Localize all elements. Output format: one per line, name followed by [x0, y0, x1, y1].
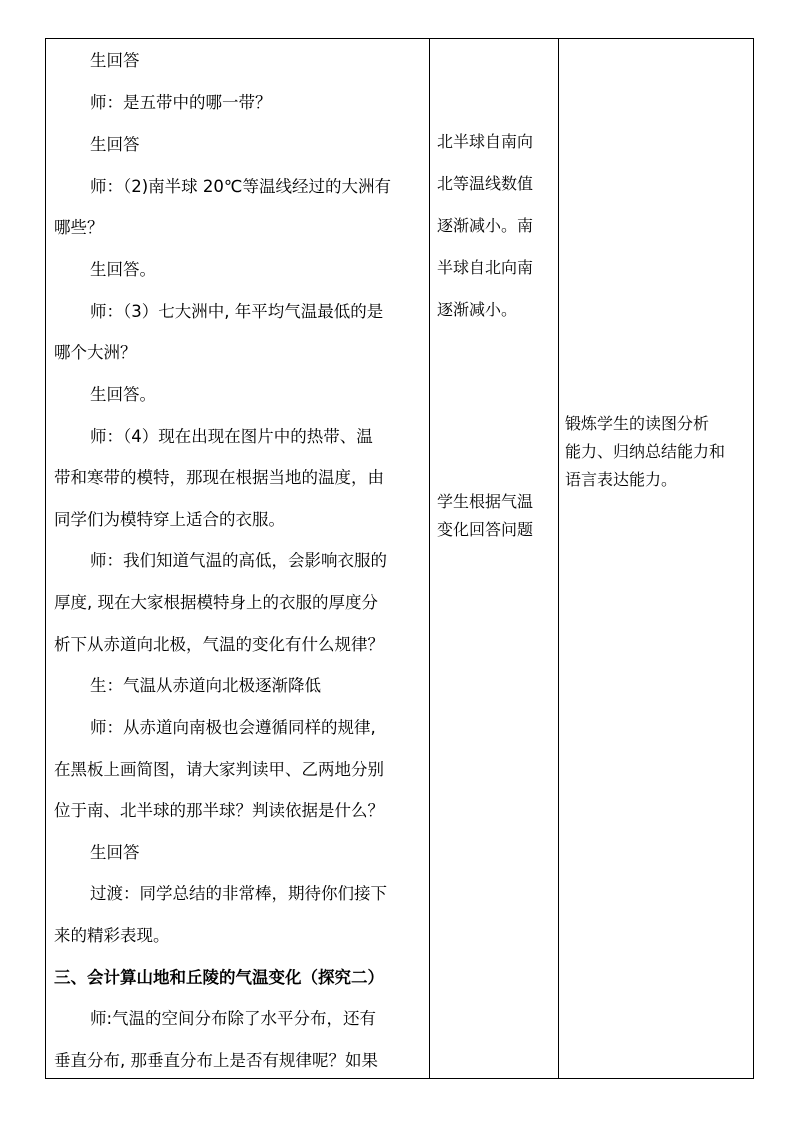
section-heading: 三、会计算山地和丘陵的气温变化（探究二）: [54, 968, 384, 987]
text-line: 生回答。: [90, 260, 156, 279]
side-note-line: 锻炼学生的读图分析: [565, 414, 710, 433]
text-line: 生：气温从赤道向北极逐渐降低: [90, 676, 321, 695]
text-line: 师：（3）七大洲中, 年平均气温最低的是: [90, 302, 384, 321]
text-line: 哪个大洲？: [54, 343, 137, 362]
text-line: 位于南、北半球的那半球？判读依据是什么？: [54, 801, 384, 820]
text-line: 师：从赤道向南极也会遵循同样的规律,: [90, 718, 376, 737]
text-line: 析下从赤道向北极，气温的变化有什么规律？: [54, 635, 384, 654]
side-note-line: 北半球自南向: [437, 132, 534, 151]
text-line: 哪些？: [54, 218, 104, 237]
text-line: 生回答: [90, 135, 140, 154]
text-line: 师：是五带中的哪一带？: [90, 93, 272, 112]
design-intent-column: [558, 39, 754, 1078]
text-line: 师：我们知道气温的高低，会影响衣服的: [90, 551, 387, 570]
lesson-plan-table: [45, 38, 754, 1079]
text-line: 师:气温的空间分布除了水平分布，还有: [90, 1009, 377, 1028]
text-line: 来的精彩表现。: [54, 926, 170, 945]
side-note-line: 北等温线数值: [437, 174, 534, 193]
student-activity-column: [429, 39, 558, 1078]
text-line: 垂直分布, 那垂直分布上是否有规律呢？如果: [54, 1051, 378, 1070]
text-line: 生回答。: [90, 385, 156, 404]
text-line: 同学们为模特穿上适合的衣服。: [54, 510, 285, 529]
text-line: 在黑板上画简图，请大家判读甲、乙两地分别: [54, 760, 384, 779]
side-note-line: 变化回答问题: [437, 520, 534, 539]
text-line: 师：（2)南半球 20℃等温线经过的大洲有: [90, 177, 391, 196]
text-line: 带和寒带的模特，那现在根据当地的温度，由: [54, 468, 384, 487]
side-note-line: 学生根据气温: [437, 492, 534, 511]
text-line: 厚度, 现在大家根据模特身上的衣服的厚度分: [54, 593, 378, 612]
text-line: 生回答: [90, 51, 140, 70]
side-note-line: 语言表达能力。: [565, 470, 678, 489]
text-line: 过渡：同学总结的非常棒，期待你们接下: [90, 884, 387, 903]
text-line: 师：（4）现在出现在图片中的热带、温: [90, 427, 373, 446]
side-note-line: 逐渐减小。: [437, 300, 518, 319]
side-note-line: 能力、归纳总结能力和: [565, 442, 726, 461]
side-note-line: 半球自北向南: [437, 258, 534, 277]
teaching-process-column: [46, 39, 429, 1078]
side-note-line: 逐渐减小。南: [437, 216, 534, 235]
text-line: 生回答: [90, 843, 140, 862]
